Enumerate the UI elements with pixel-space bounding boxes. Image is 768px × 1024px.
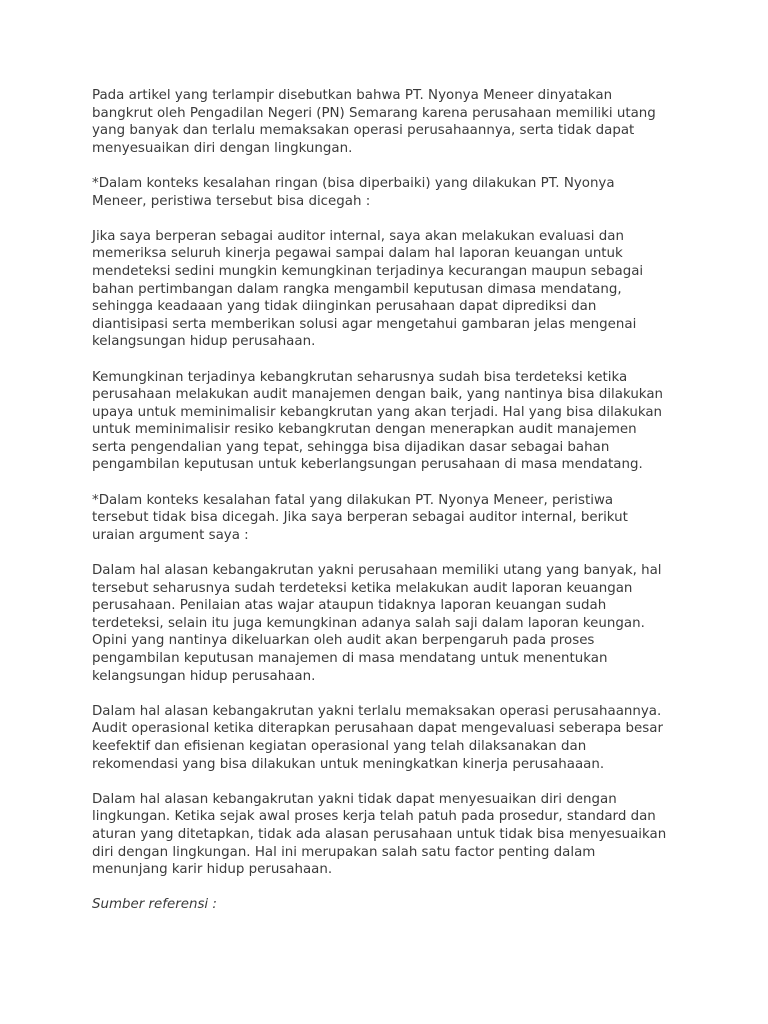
reference-label: Sumber referensi : [92,897,217,913]
paragraph-debt-reason: Dalam hal alasan kebangakrutan yakni perusahaan memiliki utang yang banyak, hal tersebut seharusnya sudah terdeteksi ketika melakukan audit laporan keuangan perusahaan. Penilaian atas wajar ataupun tidaknya laporan keuangan sudah terdeteksi, selain itu juga kemungkinan adanya salah saji dalam laporan keungan. Opini yang nantinya dikeluarkan oleh audit akan berpengaruh pada proses pengambilan keputusan manajemen di masa mendatang untuk menentukan kelangsungan hidup perusahaan. [92,563,662,684]
paragraph-environment-reason: Dalam hal alasan kebangakrutan yakni tidak dapat menyesuaikan diri dengan lingkungan. Ketika sejak awal proses kerja telah patuh pada prosedur, standard dan aturan yang ditetapkan, tidak ada alasan perusahaan untuk tidak bisa menyesuaikan diri dengan lingkungan. Hal ini merupakan salah satu factor penting dalam menunjang karir hidup perusahaan. [92,791,667,878]
paragraph-fatal-error-heading: *Dalam konteks kesalahan fatal yang dilakukan PT. Nyonya Meneer, peristiwa tersebut tidak bisa dicegah. Jika saya berperan sebagai auditor internal, berikut uraian argument saya : [92,492,628,543]
paragraph-minor-error-heading: *Dalam konteks kesalahan ringan (bisa diperbaiki) yang dilakukan PT. Nyonya Meneer, peristiwa tersebut bisa dicegah : [92,175,615,209]
paragraph-internal-auditor-role: Jika saya berperan sebagai auditor internal, saya akan melakukan evaluasi dan memeriksa seluruh kinerja pegawai sampai dalam hal laporan keuangan untuk mendeteksi sedini mungkin kemungkinan terjadinya kecurangan maupun sebagai bahan pertimbangan dalam rangka mengambil keputusan dimasa mendatang, sehingga keadaaan yang tidak diinginkan perusahaan dapat diprediksi dan diantisipasi serta memberikan solusi agar mengetahui gambaran jelas mengenai kelangsungan hidup perusahaan. [92,228,644,350]
document-body [92,87,682,914]
paragraph-operations-reason: Dalam hal alasan kebangakrutan yakni terlalu memaksakan operasi perusahaannya. Audit operasional ketika diterapkan perusahaan dapat mengevaluasi seberapa besar keefektif dan efisienan kegiatan operasional yang telah dilaksanakan dan rekomendasi yang bisa dilakukan untuk meningkatkan kinerja perusahaaan. [92,703,663,772]
paragraph-bankruptcy-detection: Kemungkinan terjadinya kebangkrutan seharusnya sudah bisa terdeteksi ketika perusahaan melakukan audit manajemen dengan baik, yang nantinya bisa dilakukan upaya untuk meminimalisir kebangkrutan yang akan terjadi. Hal yang bisa dilakukan untuk meminimalisir resiko kebangkrutan dengan menerapkan audit manajemen serta pengendalian yang tepat, sehingga bisa dijadikan dasar sebagai bahan pengambilan keputusan untuk keberlangsungan perusahaan di masa mendatang. [92,369,664,473]
paragraph-intro: Pada artikel yang terlampir disebutkan bahwa PT. Nyonya Meneer dinyatakan bangkrut oleh Pengadilan Negeri (PN) Semarang karena perusahaan memiliki utang yang banyak dan terlalu memaksakan operasi perusahaannya, serta tidak dapat menyesuaikan diri dengan lingkungan. [92,88,656,156]
